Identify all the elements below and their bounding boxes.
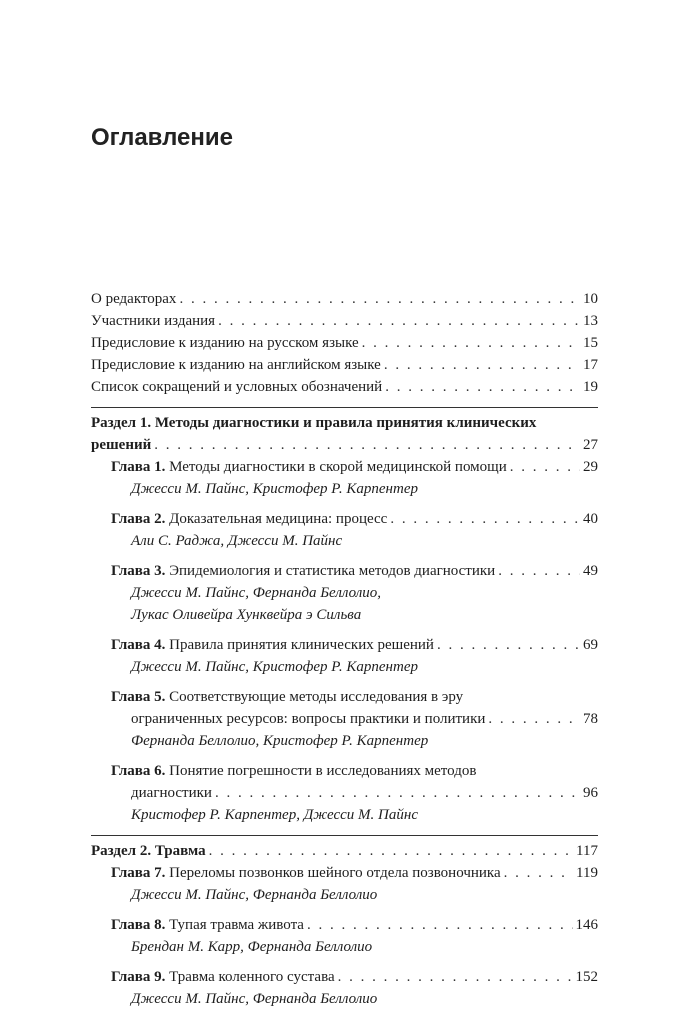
chapter-page: 40 xyxy=(583,511,598,527)
chapter-authors: Али С. Раджа, Джесси М. Пайнс xyxy=(131,533,343,549)
chapter-title: Переломы позвонков шейного отдела позвоночника xyxy=(169,865,501,881)
chapter-title: Эпидемиология и статистика методов диагностики xyxy=(169,563,496,579)
toc-entry-page: 13 xyxy=(583,313,598,329)
chapter-3-entry[interactable] xyxy=(91,560,598,582)
chapter-authors: Джесси М. Пайнс, Фернанда Беллолио xyxy=(131,887,378,903)
section-2-title[interactable] xyxy=(91,840,598,862)
leader-dots xyxy=(218,310,580,332)
leader-dots xyxy=(215,782,580,804)
section-title-text: Раздел 2. Травма xyxy=(91,843,206,859)
chapter-page: 96 xyxy=(583,785,598,801)
chapter-2-entry[interactable] xyxy=(91,508,598,530)
section-1-title-end[interactable] xyxy=(91,434,598,456)
leader-dots xyxy=(498,560,580,582)
page-title: Оглавление xyxy=(91,124,233,151)
chapter-page: 78 xyxy=(583,711,598,727)
chapter-page: 119 xyxy=(576,865,598,881)
toc-entry-title: Участники издания xyxy=(91,313,216,329)
chapter-page: 29 xyxy=(583,459,598,475)
toc-entry-title: Предисловие к изданию на английском языке xyxy=(91,357,381,373)
leader-dots xyxy=(209,840,573,862)
chapter-page: 146 xyxy=(575,917,598,933)
frontmatter-list xyxy=(91,288,598,398)
chapter-label: Глава 5. xyxy=(111,689,166,705)
chapter-label: Глава 7. xyxy=(111,865,166,881)
chapter-page: 152 xyxy=(575,969,598,985)
leader-dots xyxy=(385,376,580,398)
chapter-title: Соответствующие методы исследования в эру xyxy=(169,689,464,705)
section-title-text: решений xyxy=(91,437,152,453)
chapter-authors: Джесси М. Пайнс, Фернанда Беллолио xyxy=(131,991,378,1007)
chapter-4-entry[interactable] xyxy=(91,634,598,656)
chapter-authors: Брендан М. Карр, Фернанда Беллолио xyxy=(131,939,373,955)
chapter-9-entry[interactable] xyxy=(91,966,598,988)
chapter-title: Тупая травма живота xyxy=(169,917,304,933)
chapter-5-entry-end[interactable] xyxy=(91,708,598,730)
toc-entry-preface-english[interactable] xyxy=(91,354,598,376)
leader-dots xyxy=(384,354,580,376)
chapter-authors: Джесси М. Пайнс, Кристофер Р. Карпентер xyxy=(131,659,418,675)
toc-entry-page: 19 xyxy=(583,379,598,395)
chapter-6-entry[interactable] xyxy=(91,760,598,782)
toc-entry-title: О редакторах xyxy=(91,291,177,307)
chapter-page: 69 xyxy=(583,637,598,653)
chapter-label: Глава 1. xyxy=(111,459,166,475)
toc-entry-editors[interactable] xyxy=(91,288,598,310)
leader-dots xyxy=(510,456,580,478)
section-divider xyxy=(91,407,598,408)
chapter-5-entry[interactable] xyxy=(91,686,598,708)
leader-dots xyxy=(362,332,580,354)
chapter-page: 49 xyxy=(583,563,598,579)
chapter-authors: Лукас Оливейра Хунквейра э Сильва xyxy=(131,607,362,623)
section-page: 117 xyxy=(576,843,598,859)
chapter-title: Методы диагностики в скорой медицинской помощи xyxy=(169,459,507,475)
leader-dots xyxy=(338,966,573,988)
chapter-title: Правила принятия клинических решений xyxy=(169,637,434,653)
chapter-title: ограниченных ресурсов: вопросы практики и политики xyxy=(131,711,486,727)
chapter-authors: Кристофер Р. Карпентер, Джесси М. Пайнс xyxy=(131,807,418,823)
leader-dots xyxy=(488,708,580,730)
leader-dots xyxy=(154,434,580,456)
chapter-label: Глава 8. xyxy=(111,917,166,933)
toc-entry-page: 17 xyxy=(583,357,598,373)
chapter-label: Глава 3. xyxy=(111,563,166,579)
toc-entry-title: Список сокращений и условных обозначений xyxy=(91,379,383,395)
chapter-title: Доказательная медицина: процесс xyxy=(169,511,388,527)
chapter-label: Глава 9. xyxy=(111,969,166,985)
chapter-8-entry[interactable] xyxy=(91,914,598,936)
table-of-contents xyxy=(91,288,598,1010)
leader-dots xyxy=(504,862,573,884)
chapter-title: диагностики xyxy=(131,785,212,801)
section-1-title[interactable]: Раздел 1. Методы диагностики и правила принятия клинических xyxy=(91,415,537,431)
chapter-authors: Джесси М. Пайнс, Кристофер Р. Карпентер xyxy=(131,481,418,497)
chapter-authors: Джесси М. Пайнс, Фернанда Беллолио, xyxy=(131,585,382,601)
section-divider xyxy=(91,835,598,836)
toc-entry-abbreviations[interactable] xyxy=(91,376,598,398)
chapter-title: Понятие погрешности в исследованиях методов xyxy=(169,763,477,779)
toc-entry-preface-russian[interactable] xyxy=(91,332,598,354)
chapter-7-entry[interactable] xyxy=(91,862,598,884)
toc-entry-page: 15 xyxy=(583,335,598,351)
leader-dots xyxy=(437,634,580,656)
chapter-1-entry[interactable] xyxy=(91,456,598,478)
chapter-authors: Фернанда Беллолио, Кристофер Р. Карпентер xyxy=(131,733,429,749)
toc-entry-page: 10 xyxy=(583,291,598,307)
chapter-label: Глава 4. xyxy=(111,637,166,653)
chapter-6-entry-end[interactable] xyxy=(91,782,598,804)
toc-entry-contributors[interactable] xyxy=(91,310,598,332)
leader-dots xyxy=(179,288,580,310)
chapter-title: Травма коленного сустава xyxy=(169,969,335,985)
toc-entry-title: Предисловие к изданию на русском языке xyxy=(91,335,359,351)
leader-dots xyxy=(307,914,573,936)
chapter-label: Глава 6. xyxy=(111,763,166,779)
leader-dots xyxy=(390,508,580,530)
chapter-label: Глава 2. xyxy=(111,511,166,527)
section-page: 27 xyxy=(583,437,598,453)
